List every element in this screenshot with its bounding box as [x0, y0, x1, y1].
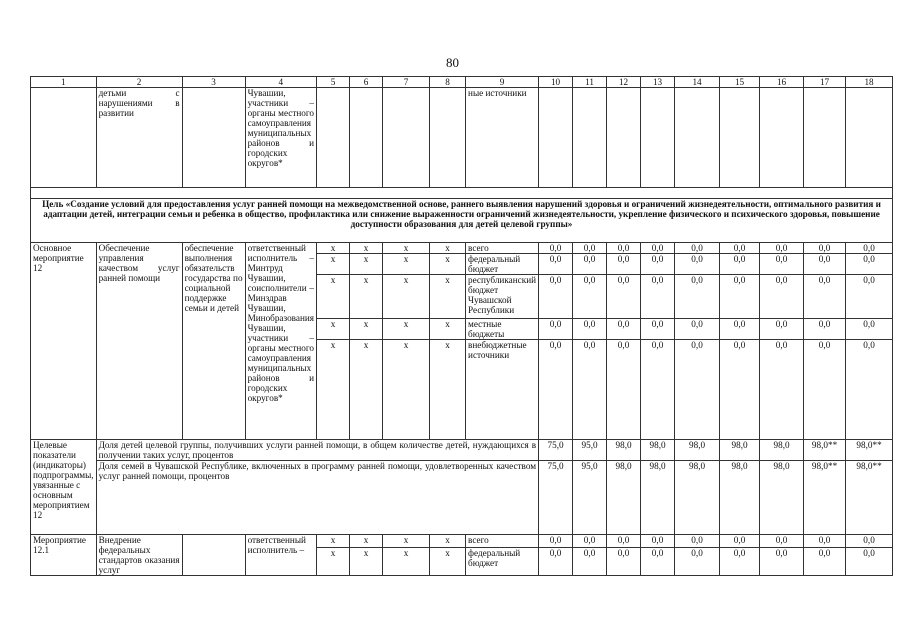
funding-source: федеральный бюджет [466, 547, 539, 575]
header-cell: 18 [846, 77, 893, 88]
value-cell: 0,0 [720, 340, 760, 440]
goal-row [31, 199, 893, 243]
header-cell: 10 [539, 77, 573, 88]
indicator-text: Доля семей в Чувашской Республике, включенных в программу ранней помощи, удовлетворенных качеством услуг ранней помощи, процентов [96, 461, 538, 535]
value-cell: 75,0 [539, 440, 573, 461]
value-cell: 98,0 [675, 440, 720, 461]
value-cell: 98,0 [607, 461, 641, 535]
header-cell: 13 [641, 77, 675, 88]
value-cell: 0,0 [846, 547, 893, 575]
value-cell: 0,0 [607, 547, 641, 575]
code-cell: x [383, 243, 430, 254]
value-cell: 0,0 [573, 243, 607, 254]
value-cell: 95,0 [573, 461, 607, 535]
value-cell: 0,0 [760, 254, 804, 275]
code-cell: x [317, 319, 350, 340]
value-cell: 0,0 [573, 340, 607, 440]
value-cell: 0,0 [539, 319, 573, 340]
value-cell: 0,0 [607, 340, 641, 440]
value-cell: 0,0 [573, 254, 607, 275]
event-executors: ответственный исполнитель – Минтруд Чувашии, соисполнители – Минздрав Чувашии, Минобразования Чувашии, участники – органы местного самоуправления муниципальных районов и городских округов* [245, 243, 316, 440]
value-cell: 98,0 [720, 440, 760, 461]
code-cell: x [430, 340, 466, 440]
value-cell: 0,0 [675, 254, 720, 275]
header-row [31, 77, 893, 88]
header-cell: 7 [383, 77, 430, 88]
value-cell: 0,0 [760, 319, 804, 340]
indicator-text: Доля детей целевой группы, получивших услуги ранней помощи, в общем количестве детей, нуждающихся в получении таких услуг, процентов [96, 440, 538, 461]
header-cell: 6 [350, 77, 383, 88]
code-cell: x [350, 275, 383, 319]
header-cell: 1 [31, 77, 97, 88]
value-cell: 98,0** [804, 461, 846, 535]
header-cell: 15 [720, 77, 760, 88]
cont-col2: детьми с нарушениями в развитии [96, 88, 182, 188]
code-cell: x [350, 340, 383, 440]
value-cell: 0,0 [846, 254, 893, 275]
value-cell: 0,0 [675, 275, 720, 319]
event12-1-row [31, 535, 893, 548]
value-cell: 0,0 [760, 535, 804, 548]
value-cell: 0,0 [760, 243, 804, 254]
code-cell: x [317, 254, 350, 275]
value-cell: 0,0 [846, 340, 893, 440]
code-cell: x [383, 319, 430, 340]
value-cell: 0,0 [573, 319, 607, 340]
code-cell: x [383, 535, 430, 548]
value-cell: 0,0 [846, 535, 893, 548]
value-cell: 0,0 [607, 254, 641, 275]
code-cell: x [317, 340, 350, 440]
value-cell: 95,0 [573, 440, 607, 461]
value-cell: 0,0 [573, 547, 607, 575]
header-cell: 11 [573, 77, 607, 88]
code-cell: x [383, 340, 430, 440]
code-cell: x [430, 319, 466, 340]
value-cell: 0,0 [641, 340, 675, 440]
value-cell: 0,0 [846, 243, 893, 254]
value-cell: 0,0 [720, 535, 760, 548]
value-cell: 0,0 [804, 243, 846, 254]
value-cell: 0,0 [641, 547, 675, 575]
value-cell: 0,0 [539, 275, 573, 319]
goal-text: Цель «Создание условий для предоставления услуг ранней помощи на межведомственной основе, раннего выявления нарушений здоровья и ограничений жизнедеятельности, оптимального развития и адаптации детей, интеграции семьи и ребенка в общество, профилактика или снижение выраженности ограничений жизнедеятельности, укрепление физического и психического здоровья, повышение доступности образования для детей целевой группы» [31, 199, 893, 243]
code-cell: x [350, 547, 383, 575]
header-cell: 16 [760, 77, 804, 88]
event-executors: ответственный исполнитель – [245, 535, 316, 576]
header-cell: 17 [804, 77, 846, 88]
value-cell: 0,0 [607, 535, 641, 548]
value-cell: 0,0 [804, 275, 846, 319]
value-cell: 0,0 [607, 243, 641, 254]
header-cell: 12 [607, 77, 641, 88]
header-cell: 14 [675, 77, 720, 88]
header-cell: 8 [430, 77, 466, 88]
event-name: Мероприятие 12.1 [31, 535, 97, 576]
code-cell: x [383, 254, 430, 275]
funding-source: внебюджетные источники [466, 340, 539, 440]
value-cell: 0,0 [804, 319, 846, 340]
value-cell: 0,0 [846, 275, 893, 319]
code-cell: x [430, 547, 466, 575]
header-cell: 3 [182, 77, 245, 88]
code-cell: x [430, 254, 466, 275]
header-cell: 5 [317, 77, 350, 88]
event-name: Основное мероприятие 12 [31, 243, 97, 440]
value-cell: 0,0 [720, 254, 760, 275]
event-title: Внедрение федеральных стандартов оказания услуг [96, 535, 182, 576]
value-cell: 0,0 [760, 275, 804, 319]
code-cell: x [383, 547, 430, 575]
value-cell: 0,0 [804, 547, 846, 575]
code-cell: x [383, 275, 430, 319]
code-cell: x [317, 535, 350, 548]
target-row [31, 461, 893, 535]
funding-source: всего [466, 243, 539, 254]
event-task: обеспечение выполнения обязательств государства по социальной поддержке семьи и детей [182, 243, 245, 440]
value-cell: 0,0 [641, 275, 675, 319]
code-cell: x [350, 535, 383, 548]
value-cell: 98,0 [641, 461, 675, 535]
code-cell: x [350, 254, 383, 275]
value-cell: 0,0 [607, 275, 641, 319]
funding-source: федеральный бюджет [466, 254, 539, 275]
value-cell: 0,0 [641, 319, 675, 340]
value-cell: 0,0 [539, 340, 573, 440]
empty-cell [182, 535, 245, 576]
value-cell: 0,0 [720, 547, 760, 575]
value-cell: 0,0 [720, 243, 760, 254]
value-cell: 98,0 [675, 461, 720, 535]
value-cell: 98,0 [720, 461, 760, 535]
value-cell: 0,0 [539, 535, 573, 548]
funding-source: всего [466, 535, 539, 548]
value-cell: 0,0 [760, 547, 804, 575]
cont-col9: ные источники [466, 88, 539, 188]
value-cell: 0,0 [846, 319, 893, 340]
value-cell: 0,0 [539, 547, 573, 575]
event12-row [31, 243, 893, 254]
header-cell: 4 [245, 77, 316, 88]
value-cell: 0,0 [720, 319, 760, 340]
value-cell: 0,0 [804, 254, 846, 275]
code-cell: x [430, 275, 466, 319]
cont-col4: Чувашии, участники – органы местного самоуправления муниципальных районов и городских округов* [245, 88, 316, 188]
value-cell: 75,0 [539, 461, 573, 535]
code-cell: x [350, 319, 383, 340]
header-cell: 2 [96, 77, 182, 88]
value-cell: 0,0 [539, 243, 573, 254]
continuation-row [31, 88, 893, 188]
funding-source: местные бюджеты [466, 319, 539, 340]
event-title: Обеспечение управления качеством услуг ранней помощи [96, 243, 182, 440]
value-cell: 98,0 [641, 440, 675, 461]
value-cell: 0,0 [804, 340, 846, 440]
value-cell: 98,0 [760, 440, 804, 461]
value-cell: 0,0 [539, 254, 573, 275]
code-cell: x [317, 243, 350, 254]
value-cell: 98,0** [804, 440, 846, 461]
value-cell: 0,0 [760, 340, 804, 440]
value-cell: 0,0 [804, 535, 846, 548]
value-cell: 0,0 [675, 535, 720, 548]
targets-label: Целевые показатели (индикаторы) подпрограммы, увязанные с основным мероприятием 12 [31, 440, 97, 535]
value-cell: 0,0 [573, 275, 607, 319]
page-number: 80 [446, 55, 459, 70]
value-cell: 0,0 [641, 243, 675, 254]
header-cell: 9 [466, 77, 539, 88]
value-cell: 0,0 [675, 340, 720, 440]
value-cell: 0,0 [675, 319, 720, 340]
value-cell: 98,0 [607, 440, 641, 461]
code-cell: x [317, 547, 350, 575]
code-cell: x [430, 243, 466, 254]
value-cell: 0,0 [675, 243, 720, 254]
spacer-row [31, 188, 893, 199]
value-cell: 0,0 [641, 254, 675, 275]
program-table [30, 76, 893, 576]
funding-source: республиканский бюджет Чувашской Республики [466, 275, 539, 319]
value-cell: 0,0 [675, 547, 720, 575]
code-cell: x [317, 275, 350, 319]
value-cell: 0,0 [573, 535, 607, 548]
value-cell: 98,0** [846, 440, 893, 461]
value-cell: 0,0 [607, 319, 641, 340]
code-cell: x [350, 243, 383, 254]
code-cell: x [430, 535, 466, 548]
value-cell: 98,0 [760, 461, 804, 535]
target-row [31, 440, 893, 461]
value-cell: 0,0 [720, 275, 760, 319]
value-cell: 0,0 [641, 535, 675, 548]
value-cell: 98,0** [846, 461, 893, 535]
